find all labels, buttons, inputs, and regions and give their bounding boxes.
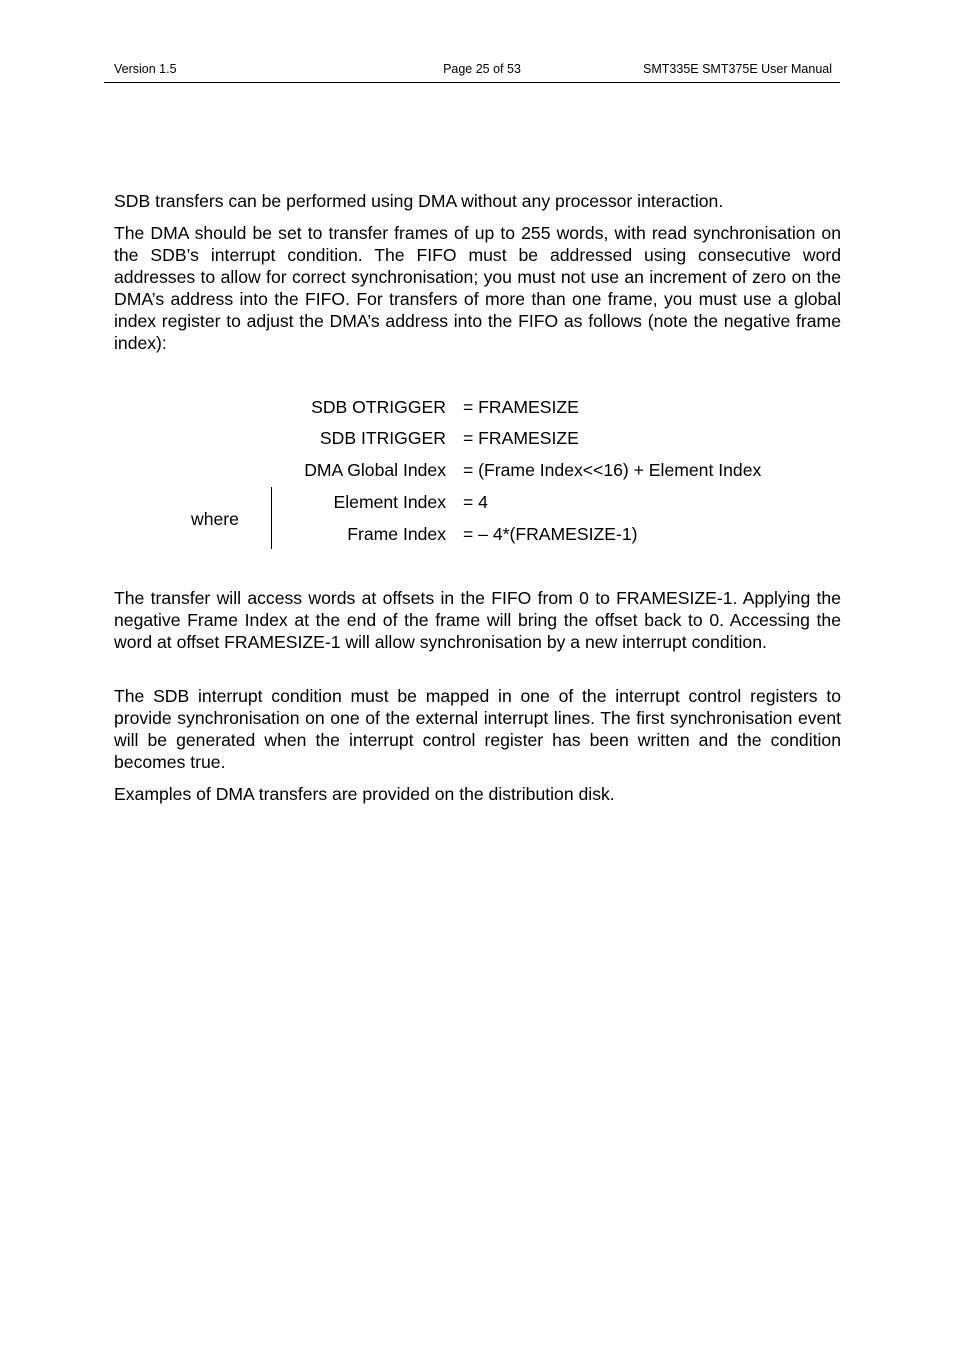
formula-value-element-index: = 4 <box>463 492 488 512</box>
formula-label-itrigger: SDB ITRIGGER <box>319 428 446 448</box>
formula-value-frame-index: = – 4*(FRAMESIZE-1) <box>463 524 638 544</box>
formula-value-global-index: = (Frame Index<<16) + Element Index <box>463 460 762 480</box>
paragraph-dma-setup: The DMA should be set to transfer frames of up to 255 words, with read synchronisation on the SDB’s interrupt condition. The FIFO must be addressed using consecutive word addresses to allow for correct synchronisation; you must not use an increment of zero on the DMA’s address into the FIFO. For transfers of more than one frame, you must use a global index register to adjust the DMA’s address into the FIFO as follows (note the negative frame index): <box>114 223 841 353</box>
where-label: where <box>191 509 239 529</box>
formula-label-frame-index: Frame Index <box>347 524 446 544</box>
formula-label-otrigger: SDB OTRIGGER <box>311 397 446 417</box>
paragraph-interrupt-mapping: The SDB interrupt condition must be mapped in one of the interrupt control registers to provide synchronisation on one of the external interrupt lines. The first synchronisation event will be generated when the interrupt control register has been written and the condition becomes true. <box>114 686 841 772</box>
page-header <box>104 60 840 83</box>
paragraph-intro: SDB transfers can be performed using DMA without any processor interaction. <box>114 191 724 211</box>
formula-value-otrigger: = FRAMESIZE <box>463 397 579 417</box>
header-document-title: SMT335E SMT375E User Manual <box>643 62 832 76</box>
header-version: Version 1.5 <box>114 62 177 76</box>
formula-value-itrigger: = FRAMESIZE <box>463 428 579 448</box>
header-page-number: Page 25 of 53 <box>443 62 521 76</box>
formula-label-element-index: Element Index <box>333 492 446 512</box>
paragraph-transfer-offsets: The transfer will access words at offsets in the FIFO from 0 to FRAMESIZE-1. Applying the negative Frame Index at the end of the frame will bring the offset back to 0. Accessing the word at offset FRAMESIZE-1 will allow synchronisation by a new interrupt condition. <box>114 588 841 652</box>
paragraph-examples: Examples of DMA transfers are provided on the distribution disk. <box>114 784 615 804</box>
formula-label-global-index: DMA Global Index <box>304 460 446 480</box>
